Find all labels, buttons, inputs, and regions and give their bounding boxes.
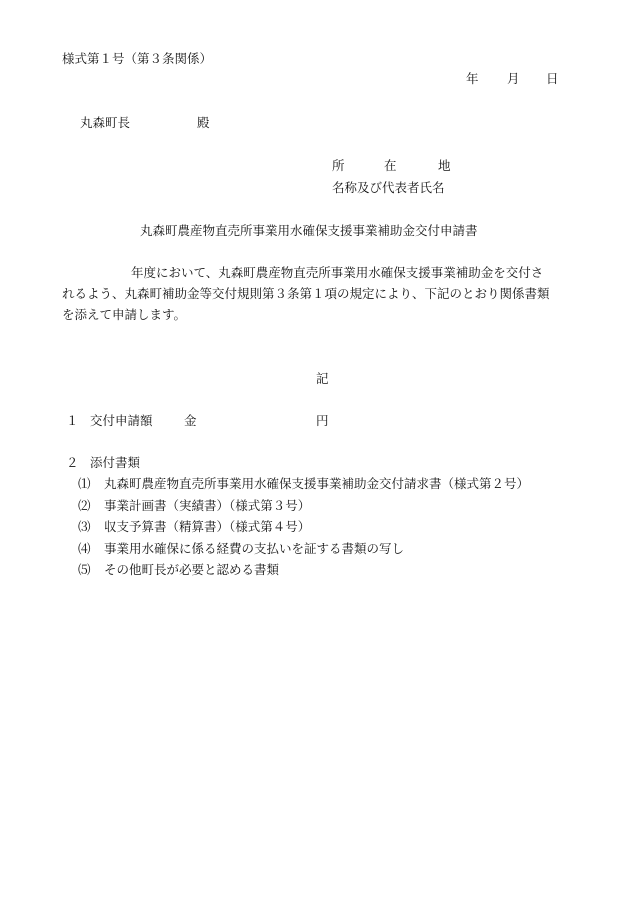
address-label-2: 在 (384, 158, 397, 173)
addressee-honorific: 殿 (197, 115, 210, 130)
amount-unit: 円 (316, 413, 329, 428)
date-month-label: 月 (507, 71, 520, 86)
body-line-1: 年度において、丸森町農産物直売所事業用水確保支援事業補助金を交付さ (131, 265, 544, 280)
attachment-number: ⑸ (78, 562, 91, 577)
attachment-text: その他町長が必要と認める書類 (104, 562, 280, 577)
attachment-text: 丸森町農産物直売所事業用水確保支援事業補助金交付請求書（様式第２号） (104, 476, 530, 491)
body-line-3: を添えて申請します。 (62, 307, 187, 322)
item-1-label: 交付申請額 (90, 413, 153, 428)
item-2-number: ２ (66, 455, 79, 470)
attachment-number: ⑴ (78, 476, 91, 491)
attachment-text: 事業用水確保に係る経費の支払いを証する書類の写し (104, 541, 405, 556)
document-title: 丸森町農産物直売所事業用水確保支援事業補助金交付申請書 (140, 223, 478, 238)
representative-name-label: 名称及び代表者氏名 (332, 180, 445, 195)
attachment-text: 事業計画書（実績書）（様式第３号） (104, 498, 311, 513)
amount-prefix: 金 (184, 413, 197, 428)
body-line-2: れるよう、丸森町補助金等交付規則第３条第１項の規定により、下記のとおり関係書類 (62, 286, 550, 301)
item-2-label: 添付書類 (90, 455, 141, 470)
date-year-label: 年 (466, 71, 479, 86)
ki-heading: 記 (316, 371, 329, 386)
attachment-number: ⑵ (78, 498, 91, 513)
attachment-text: 収支予算書（精算書）（様式第４号） (104, 519, 311, 534)
addressee-name: 丸森町長 (80, 115, 131, 130)
attachment-number: ⑶ (78, 519, 91, 534)
attachment-number: ⑷ (78, 541, 91, 556)
address-label-1: 所 (332, 158, 345, 173)
form-number: 様式第１号（第３条関係） (62, 51, 213, 66)
date-day-label: 日 (546, 71, 559, 86)
address-label-3: 地 (438, 158, 451, 173)
item-1-number: １ (66, 413, 79, 428)
